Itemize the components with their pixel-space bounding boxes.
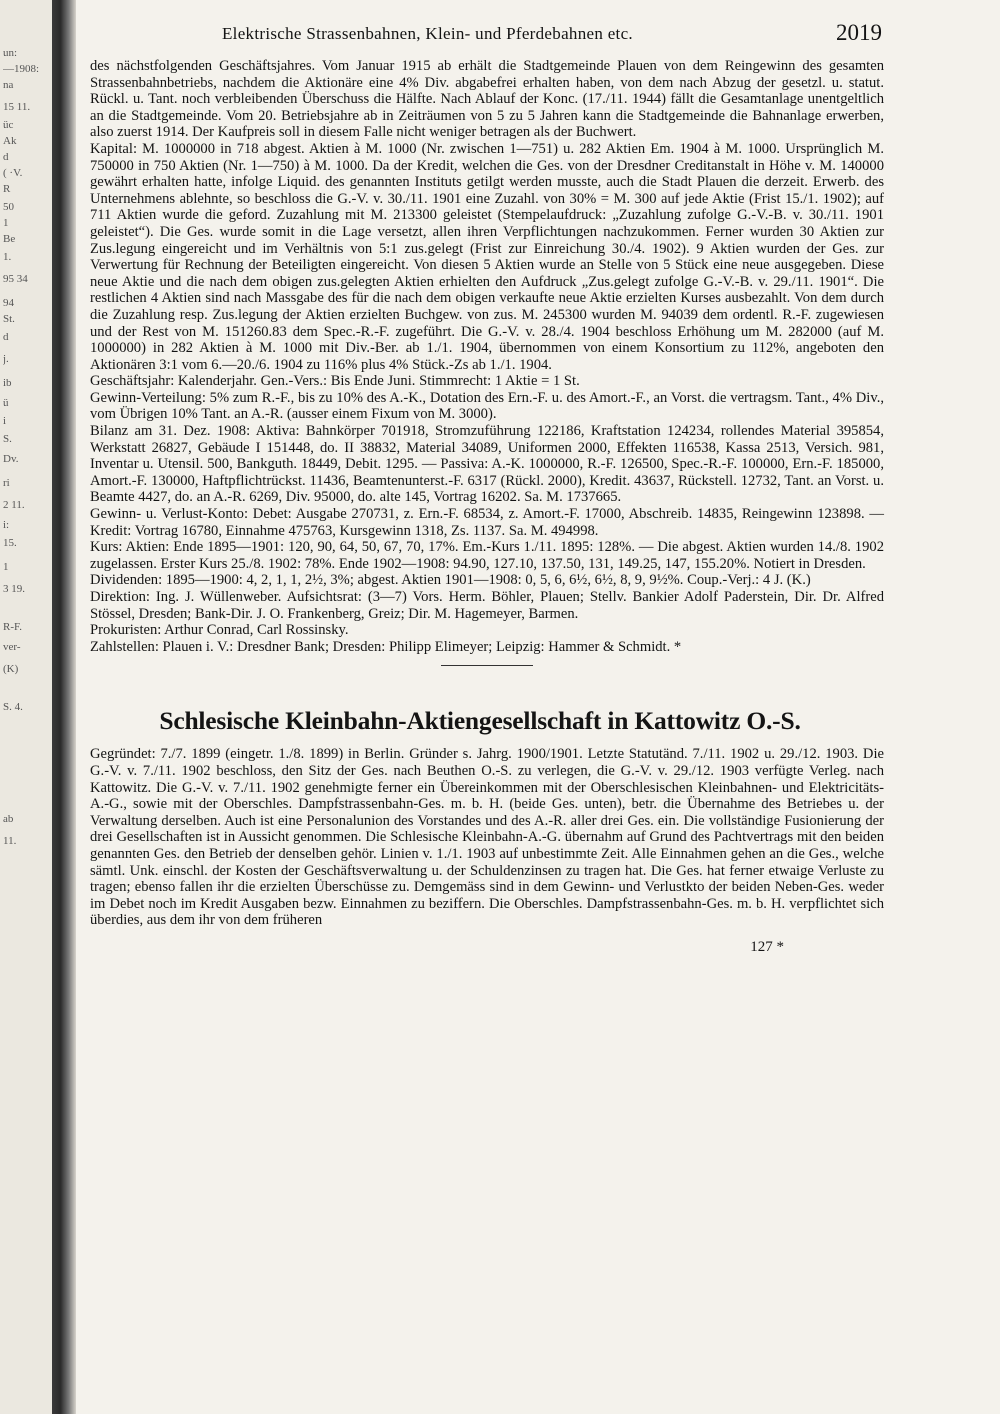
left-margin-fragment: S. [3, 433, 12, 445]
left-margin-fragment: 11. [3, 835, 17, 847]
page-number: 2019 [836, 20, 882, 45]
left-margin-fragment: 94 [3, 297, 14, 309]
document-page [90, 20, 884, 956]
entry-paragraph-gewinn-verteilung: Gewinn-Verteilung: 5% zum R.-F., bis zu 10% des A.-K., Dotation des Ern.-F. u. des Amort.-F., an Vorst. die vertragsm. Tant., 4% Div., vom Übrigen 10% Tant. an A.-R. (ausser einem Fixum von M. 3000). [90, 389, 884, 423]
left-margin-fragment: na [3, 79, 14, 91]
page-header [90, 20, 884, 58]
left-margin-fragment: un: [3, 47, 18, 59]
left-margin-fragment: j. [3, 353, 9, 365]
left-margin-fragment: S. 4. [3, 701, 23, 713]
left-margin-fragment: 95 34 [3, 273, 28, 285]
left-margin-fragment: ib [3, 377, 12, 389]
left-margin-fragment: Be [3, 233, 16, 245]
left-margin-fragment: R-F. [3, 621, 22, 633]
left-margin-fragment: d [3, 331, 9, 343]
left-margin-fragment: 2 11. [3, 499, 25, 511]
entry-paragraph-prokuristen: Prokuristen: Arthur Conrad, Carl Rossinsky. [90, 622, 349, 639]
left-margin-fragment: Ak [3, 135, 17, 147]
left-margin-fragment: i [3, 415, 7, 427]
left-margin-fragment: 1 [3, 561, 9, 573]
left-margin-fragment: i: [3, 519, 10, 531]
entry-paragraph-kurs: Kurs: Aktien: Ende 1895—1901: 120, 90, 64, 50, 67, 70, 17%. Em.-Kurs 1./11. 1895: 128%. — Die abgest. Aktien wurden 14./8. 1902 zugelassen. Erster Kurs 25./8. 1902: 78%. Ende 1902—1908: 94.90, 127.10, 137.50, 131, 149.25, 147, 155.20%. Notiert in Dresden. [90, 539, 884, 572]
entry-paragraph-zahlstellen: Zahlstellen: Plauen i. V.: Dresdner Bank; Dresden: Philipp Elimeyer; Leipzig: Hammer & Schmidt. * [90, 638, 682, 655]
left-margin-fragment: üc [3, 119, 14, 131]
entry-paragraph-gewinn-verlust-konto: Gewinn- u. Verlust-Konto: Debet: Ausgabe 270731, z. Ern.-F. 68534, z. Amort.-F. 17000, Abschreib. 14835, Reingewinn 123898. — Kredit: Vortrag 16780, Einnahme 475763, Kursgewinn 1318, Zs. 1137. Sa. M. 494998. [90, 506, 884, 539]
left-margin-fragment: (K) [3, 663, 19, 675]
entry-paragraph-gegruendet: Gegründet: 7./7. 1899 (eingetr. 1./8. 1899) in Berlin. Gründer s. Jahrg. 1900/1901. Letzte Statutänd. 7./11. 1902 u. 29./12. 1903. Die G.-V. v. 7./11. 1902 beschloss, den Sitz der Ges. nach Beuthen O.-S. zu verlegen, die G.-V. v. 29./12. 1903 verfügte Verleg. nach Kattowitz. Die G.-V. v. 7./11. 1902 genehmigte ferner ein Übereinkommen mit der Oberschlesischen Kleinbahnen- und Elektricitäts-A.-G., sowie mit der Oberschles. Dampfstrassenbahn-Ges. m. b. H. (beide Ges. unten), betr. die Übernahme des Betriebes u. der Verwaltung derselben. Auch ist eine Personalunion des Vorstandes und des A.-R. aller drei Ges. ein. Die vollständige Fusionierung der drei Gesellschaften ist in Aussicht genommen. Die Schlesische Kleinbahn-A.-G. übernahm auf Grund des Pachtvertrags mit den beiden genannten Ges. den Betrieb der denselben gehör. Linien v. 1./1. 1903 auf unbestimmte Zeit. Alle Einnahmen gehen an die Ges., welche sämtl. Unk. einschl. der Kosten der Geschäftsverwaltung u. der Schuldenzinsen zu tragen hat. Die Ges. hat ferner etwaige Verluste zu tragen; ebenso fallen ihr die erzielten Überschüsse zu. Demgemäss sind in dem Gewinn- und Verlustkto der beiden Neben-Ges. weder im Debet noch im Kredit Ausgaben bezw. Einnahmen zu beziffern. Die Oberschles. Dampfstrassenbahn-Ges. m. b. H. verpflichtet sich überdies, aus dem ihr von dem früheren [90, 746, 884, 929]
left-margin-fragment: Dv. [3, 453, 19, 465]
entry-paragraph-geschaeftsjahr: Geschäftsjahr: Kalenderjahr. Gen.-Vers.: Bis Ende Juni. Stimmrecht: 1 Aktie = 1 St. [90, 373, 580, 390]
left-margin-fragment: 1 [3, 217, 9, 229]
entry-paragraph-direktion: Direktion: Ing. J. Wüllenweber. Aufsichtsrat: (3—7) Vors. Herm. Böhler, Plauen; Stellv. Bankier Adolf Paderstein, Dir. Dr. Alfred Stössel, Dresden; Bank-Dir. J. O. Frankenberg, Greiz; Dir. M. Hagemeyer, Barmen. [90, 589, 884, 622]
entry-paragraph-intro: des nächstfolgenden Geschäftsjahres. Vom Januar 1915 ab erhält die Stadtgemeinde Plauen von dem Reingewinn des gesamten Strassenbahnbetriebs, nachdem die Aktionäre eine 4% Div. abgabefrei erhalten haben, von dem nach Abzug der gesetzl. u. statut. Rückl. u. Tant. noch verbleibenden Überschuss die Hälfte. Nach Ablauf der Konc. (17./11. 1944) fällt die Gesamtanlage unentgeltlich an die Stadtgemeinde. Vom 20. Betriebsjahre ab in Zeiträumen von 5 zu 5 Jahren kann die Stadtgemeinde die Bahnanlage erwerben, also zuerst 1914. Der Kaufpreis soll in diesem Falle nicht weniger betragen als der Buchwert. [90, 58, 884, 141]
signature-mark: 127 * [750, 938, 784, 955]
left-margin-fragment: ( ·V. [3, 167, 23, 179]
left-margin-fragment: 1. [3, 251, 12, 263]
entry-paragraph-bilanz: Bilanz am 31. Dez. 1908: Aktiva: Bahnkörper 701918, Stromzuführung 122186, Kraftstation 124234, rollendes Material 395854, Werkstatt 26827, Gebäude I 151448, do. II 38832, Material 34089, Uniformen 2000, Effekten 116538, Kassa 2513, Versich. 981, Inventar u. Utensil. 500, Bankguth. 18449, Debit. 1295. — Passiva: A.-K. 1000000, R.-F. 126500, Spec.-R.-F. 100000, Ern.-F. 185000, Amort.-F. 130000, Haftpflichtrückst. 11436, Beamtenunterst.-F. 6317 (Rückl. 2000), Kredit. 43637, Rückstell. 12732, Tant. an Vorst. u. Beamte 4427, do. an A.-R. 6269, Div. 95000, do. alte 145, Vortrag 16202. Sa. M. 1737665. [90, 423, 884, 506]
left-margin-fragment: St. [3, 313, 15, 325]
left-page-gutter [0, 0, 52, 1414]
entry-paragraph-dividenden: Dividenden: 1895—1900: 4, 2, 1, 1, 2½, 3%; abgest. Aktien 1901—1908: 0, 5, 6, 6½, 6½, 8, 9, 9½%. Coup.-Verj.: 4 J. (K.) [90, 572, 811, 589]
entry-paragraph-kapital: Kapital: M. 1000000 in 718 abgest. Aktien à M. 1000 (Nr. zwischen 1—751) u. 282 Aktien Em. 1904 à M. 1000. Ursprünglich M. 750000 in 750 Aktien (Nr. 1—750) à M. 1000. Da der Kredit, welchen die Ges. von der Dresdner Creditanstalt in Höhe v. M. 140000 gewährt erhalten hatte, infolge Liquid. des genannten Instituts getilgt werden musste, auch die Stadt Plauen die derzeit. Erwerb. des Unternehmens ablehnte, so beschloss die G.-V. v. 30./11. 1901 eine Zuzahl. von 30% = M. 300 auf jede Aktie (Frist 15./1. 1902); auf 711 Aktien wurde die geford. Zuzahlung mit M. 213300 geleistet (Stempelaufdruck: „Zuzahlung zufolge G.-V.-B. v. 30./11. 1901 geleistet“). Die Ges. wurde somit in die Lage versetzt, allen ihren Verpflichtungen nachzukommen. Ferner wurden 30 Aktien zur Zus.legung eingereicht und im Verhältnis von 5:1 zus.gelegt (Frist zur Einreichung 30./4. 1902). 9 Aktien wurden der Ges. zur Verwertung für Rechnung der Beteiligten eingereicht. Von diesen 5 Aktien wurde an Stelle von 5 Stück eine neue ausgegeben. Diese neue Aktie und die nach dem obigen zus.gelegten Aktien erhielten den Aufdruck „Zus.gelegt zufolge G.-V.-B. v. 29./11. 1901“. Die restlichen 4 Aktien sind nach Massgabe des für die nach dem obigen verkaufte neue Aktie erzielten Kurses ausbezahlt. Von dem durch die Zuzahlung resp. Zus.legung der Aktien erzielten Buchgew. von zus. M. 245300 wurden M. 94039 dem ordentl. R.-F. zugewiesen und der Rest von M. 151260.83 dem Spec.-R.-F. zugeführt. Die G.-V. v. 28./4. 1904 beschloss Erhöhung um M. 282000 (auf M. 1000000) in 282 Aktien à M. 1000 mit Div.-Ber. ab 1./1. 1904, übernommen von einem Konsortium zu 112%, angeboten den Aktionären 3:1 vom 6.—20./6. 1904 zu 116% plus 4% Stück.-Zs ab 1./1. 1904. [90, 140, 884, 373]
left-margin-fragment: 15. [3, 537, 17, 549]
section-divider [441, 665, 533, 666]
left-margin-fragment: ab [3, 813, 14, 825]
left-margin-fragment: R [3, 183, 11, 195]
left-margin-fragment: —1908: [3, 63, 40, 75]
left-margin-fragment: ü [3, 397, 9, 409]
book-spine-shadow [52, 0, 76, 1414]
upper-entry [90, 58, 884, 655]
left-margin-fragment: ri [3, 477, 10, 489]
left-margin-fragment: 50 [3, 201, 14, 213]
left-margin-fragment: 3 19. [3, 583, 25, 595]
left-margin-fragment: d [3, 151, 9, 163]
company-title: Schlesische Kleinbahn-Aktiengesellschaft in Kattowitz O.-S. [159, 706, 801, 736]
lower-entry [90, 746, 884, 929]
running-title: Elektrische Strassenbahnen, Klein- und Pferdebahnen etc. [222, 24, 633, 43]
left-margin-fragment: ver- [3, 641, 21, 653]
left-margin-fragment: 15 11. [3, 101, 31, 113]
